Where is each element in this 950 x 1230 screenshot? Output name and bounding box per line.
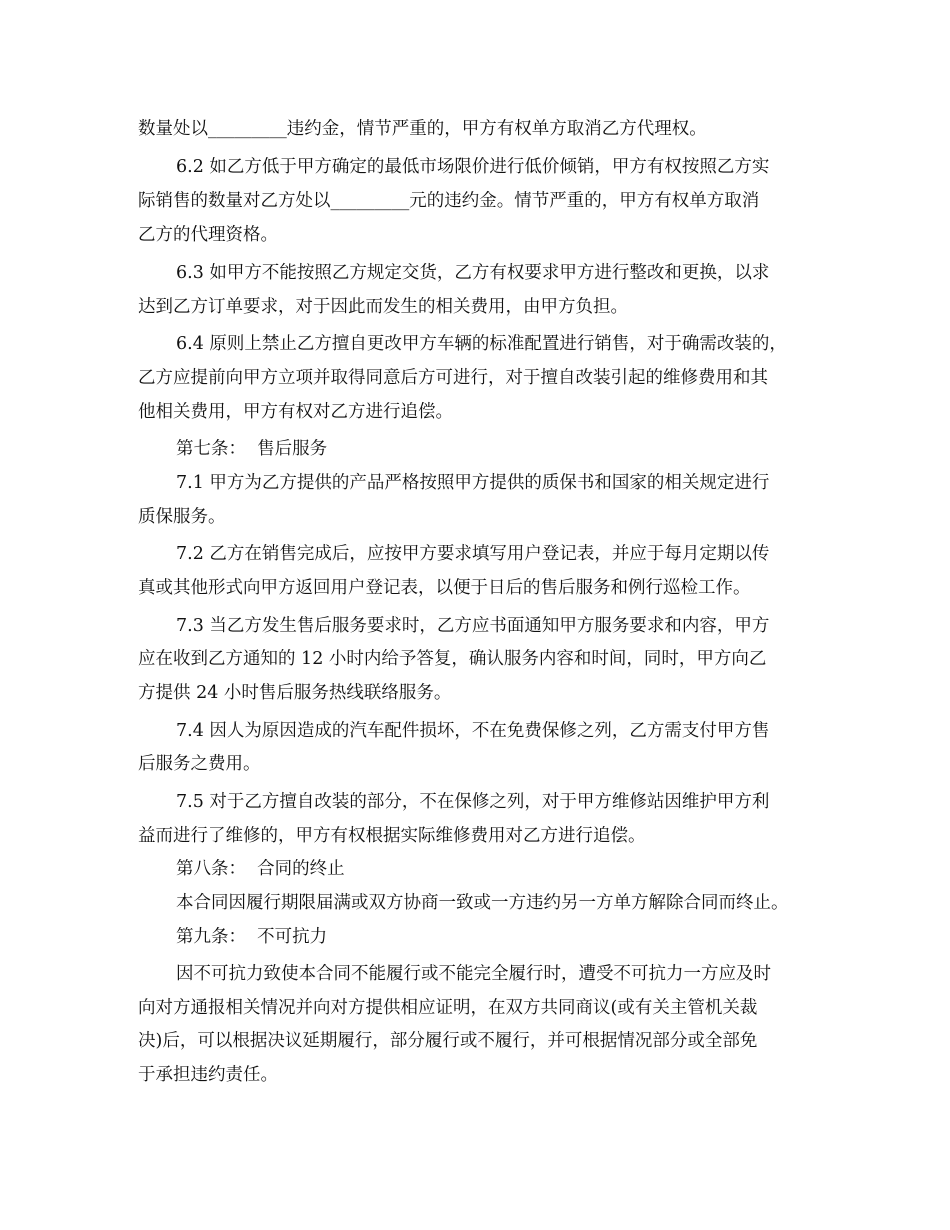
text-line: 决)后，可以根据决议延期履行，部分履行或不履行，并可根据情况部分或全部免 [138, 1031, 758, 1051]
text-line: 7.3 当乙方发生售后服务要求时，乙方应书面通知甲方服务要求和内容，甲方 [176, 616, 770, 636]
text-line: 质保服务。 [138, 507, 226, 527]
text-line: 6.3 如甲方不能按照乙方规定交货，乙方有权要求甲方进行整改和更换，以求 [176, 263, 770, 283]
text-line: 应在收到乙方通知的 12 小时内给予答复，确认服务内容和时间，同时，甲方向乙 [138, 649, 767, 669]
text-line: 6.4 原则上禁止乙方擅自更改甲方车辆的标准配置进行销售，对于确需改装的， [176, 334, 787, 354]
text-line: 他相关费用，甲方有权对乙方进行追偿。 [138, 402, 453, 422]
text-line: 6.2 如乙方低于甲方确定的最低市场限价进行低价倾销，甲方有权按照乙方实 [176, 157, 770, 177]
text-line: 达到乙方订单要求，对于因此而发生的相关费用，由甲方负担。 [138, 297, 628, 317]
text-line: 方提供 24 小时售后服务热线联络服务。 [138, 683, 452, 703]
text-line: 际销售的数量对乙方处以_________元的违约金。情节严重的，甲方有权单方取消 [138, 191, 760, 211]
text-line: 于承担违约责任。 [138, 1065, 278, 1085]
section-heading: 第九条： 不可抗力 [176, 927, 328, 947]
text-line: 益而进行了维修的，甲方有权根据实际维修费用对乙方进行追偿。 [138, 826, 646, 846]
text-line: 数量处以_________违约金，情节严重的，甲方有权单方取消乙方代理权。 [138, 119, 707, 139]
text-line: 向对方通报相关情况并向对方提供相应证明，在双方共同商议(或有关主管机关裁 [138, 998, 758, 1018]
text-line: 乙方应提前向甲方立项并取得同意后方可进行，对于擅自改装引起的维修费用和其 [138, 368, 768, 388]
text-line: 乙方的代理资格。 [138, 225, 278, 245]
text-line: 真或其他形式向甲方返回用户登记表，以便于日后的售后服务和例行巡检工作。 [138, 578, 751, 598]
text-line: 因不可抗力致使本合同不能履行或不能完全履行时，遭受不可抗力一方应及时 [176, 964, 771, 984]
text-line: 本合同因履行期限届满或双方协商一致或一方违约另一方单方解除合同而终止。 [176, 893, 789, 913]
text-line: 7.4 因人为原因造成的汽车配件损坏，不在免费保修之列，乙方需支付甲方售 [176, 721, 770, 741]
section-heading: 第八条： 合同的终止 [176, 859, 345, 879]
text-line: 7.2 乙方在销售完成后，应按甲方要求填写用户登记表，并应于每月定期以传 [176, 544, 770, 564]
section-heading: 第七条： 售后服务 [176, 439, 328, 459]
text-line: 后服务之费用。 [138, 754, 261, 774]
text-line: 7.5 对于乙方擅自改装的部分，不在保修之列，对于甲方维修站因维护甲方利 [176, 792, 770, 812]
text-line: 7.1 甲方为乙方提供的产品严格按照甲方提供的质保书和国家的相关规定进行 [176, 473, 770, 493]
